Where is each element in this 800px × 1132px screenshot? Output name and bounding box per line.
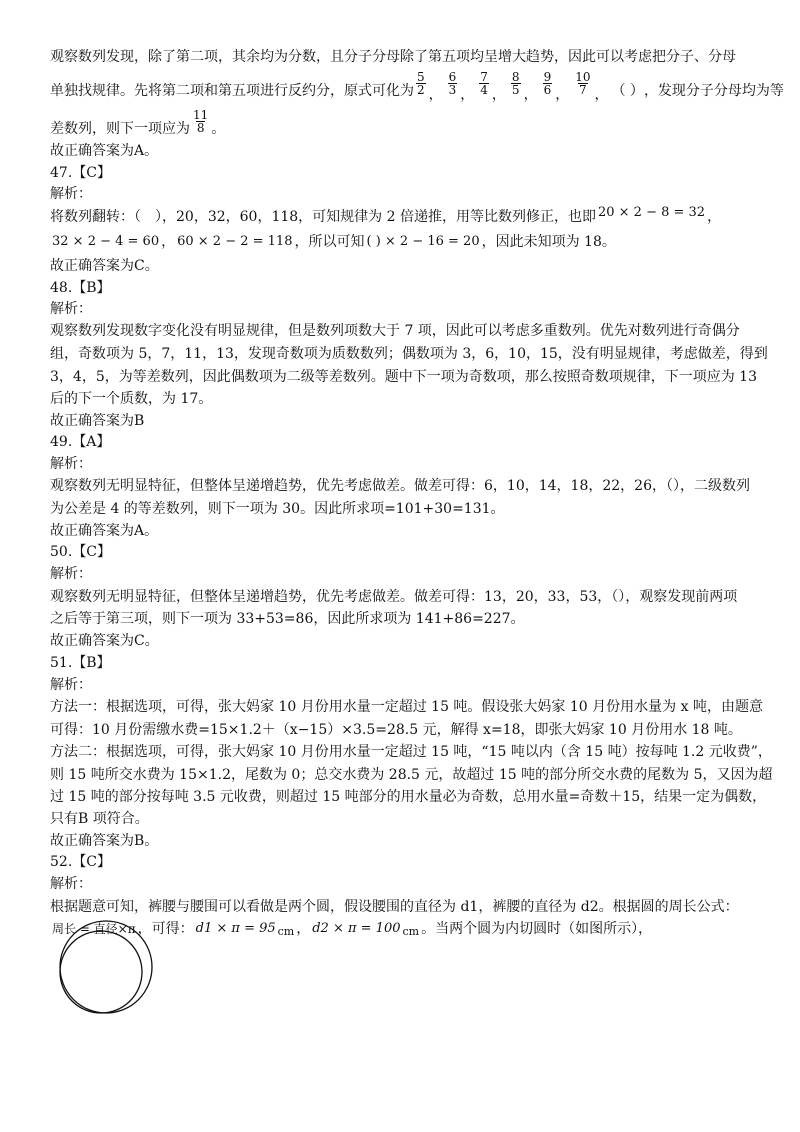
text-line: 可得：10 月份需缴水费=15×1.2＋（x−15）×3.5=28.5 元，解得 x=18，即张大妈家 10 月份用水 18 吨。	[50, 722, 742, 738]
text-line: 故正确答案为A。	[50, 143, 159, 159]
text-line: 方法一：根据选项，可得，张大妈家 10 月份用水量一定超过 15 吨。假设张大妈家 10 月份用水量为 x 吨，由题意	[50, 699, 763, 715]
text-line: 只有B 项符合。	[50, 811, 149, 827]
question-number: 47.【C】	[50, 165, 111, 181]
math-formula: 周长 = 直径×π	[52, 922, 136, 936]
question-number: 48.【B】	[50, 280, 111, 296]
text-line: 故正确答案为B	[50, 413, 145, 429]
analysis-label: 解析：	[50, 677, 92, 693]
text-segment: 。当两个圆为内切圆时（如图所示），	[421, 921, 653, 937]
question-number: 51.【B】	[50, 655, 111, 671]
outer-circle	[60, 921, 152, 1013]
text-line: 故正确答案为C。	[50, 633, 159, 649]
analysis-label: 解析：	[50, 456, 92, 472]
math-formula: d2 × π = 100	[312, 921, 401, 936]
text-line: 之后等于第三项，则下一项为 33+53=86，因此所求项为 141+86=227。	[50, 611, 525, 627]
text-line: 将数列翻转：（ ），20，32，60，118，可知规律为 2 倍递推，用等比数列修正，也即 20 × 2 − 8 = 32 ，	[50, 206, 721, 228]
text-line: 后的下一个质数，为 17。	[50, 391, 213, 407]
tangent-circles-figure	[55, 916, 165, 1026]
fraction: $\frac{9}{6}$	[543, 69, 552, 97]
text-line: 3，4，5，为等差数列，因此偶数项为二级等差数列。题中下一项为奇数项，那么按照奇数项规律，下一项应为 13	[50, 369, 757, 385]
text-segment: ，因此未知项为 18。	[481, 234, 616, 250]
text-line: 观察数列无明显特征，但整体呈递增趋势，优先考虑做差。做差可得：6，10，14，18，22，26，（），二级数列	[50, 478, 750, 494]
text-line: 过 15 吨的部分按每吨 3.5 元收费，则超过 15 吨部分的用水量必为奇数，总用水量=奇数＋15，结果一定为偶数，	[50, 789, 767, 805]
text-line: 组，奇数项为 5，7，11，13，发现奇数项为质数数列；偶数项为 3，6，10，15，没有明显规律，考虑做差，得到	[50, 346, 768, 362]
question-number: 49.【A】	[50, 434, 111, 450]
text-line: 则 15 吨所交水费为 15×1.2，尾数为 0；总交水费为 28.5 元，故超过 15 吨的部分所交水费的尾数为 5，又因为超	[50, 767, 773, 783]
fraction: $\frac{11}{8}$	[193, 107, 209, 135]
text-line: 方法二：根据选项，可得，张大妈家 10 月份用水量一定超过 15 吨，“15 吨以内（含 15 吨）按每吨 1.2 元收费”，	[50, 744, 772, 760]
math-formula: ( ) × 2 − 16 = 20	[366, 234, 480, 249]
blank-term: （ ）	[611, 83, 644, 99]
text-line: 观察数列发现数字变化没有明显规律，但是数列项数大于 7 项，因此可以考虑多重数列。优先对数列进行奇偶分	[50, 323, 740, 339]
text-line: 故正确答案为A。	[50, 523, 159, 539]
math-formula: d1 × π = 95	[195, 921, 276, 936]
text-line: 根据题意可知，裤腰与腰围可以看做是两个圆，假设腰围的直径为 d1，裤腰的直径为 d2。根据圆的周长公式：	[50, 899, 739, 915]
analysis-label: 解析：	[50, 566, 92, 582]
text-line: 单独找规律。先将第二项和第五项进行反约分，原式可化为 $\frac{5}{2}$ ， $\frac{6}{3}$ ， $\frac{7}{4}$ ， $\frac{8}{5}$ ， $\frac{9}{6}$ ， $\frac{10}{7}$ ， （ ） ，发现分子分母均为等	[50, 69, 784, 103]
math-formula: 60 × 2 − 2 = 118	[177, 234, 293, 249]
analysis-label: 解析：	[50, 301, 92, 317]
text-line: 观察数列无明显特征，但整体呈递增趋势，优先考虑做差。做差可得：13，20，33，53，（），观察发现前两项	[50, 589, 738, 605]
text-segment: 单独找规律。先将第二项和第五项进行反约分，原式可化为	[50, 83, 414, 99]
text-segment: 将数列翻转：（ ），20，32，60，118，可知规律为 2 倍递推，用等比数列修正，也即	[50, 209, 596, 225]
text-segment: 。	[211, 121, 226, 137]
text-line: 故正确答案为B。	[50, 833, 159, 849]
fraction: $\frac{8}{5}$	[511, 69, 520, 97]
fraction: $\frac{6}{3}$	[448, 69, 457, 97]
text-segment: ，所以可知	[294, 234, 365, 250]
question-number: 52.【C】	[50, 854, 111, 870]
text-line: 为公差是 4 的等差数列，则下一项为 30。因此所求项=101+30=131。	[50, 501, 505, 517]
fraction: $\frac{10}{7}$	[575, 69, 591, 97]
text-segment: ，可得：	[137, 921, 194, 937]
text-line: 32 × 2 − 4 = 60 ， 60 × 2 − 2 = 118 ，所以可知 ( ) × 2 − 16 = 20 ，因此未知项为 18。	[50, 231, 616, 253]
fraction: $\frac{7}{4}$	[480, 69, 488, 97]
text-segment: ，	[296, 921, 311, 937]
math-formula: 32 × 2 − 4 = 60	[52, 234, 160, 249]
text-line	[50, 107, 226, 140]
math-unit: cm	[402, 925, 420, 938]
inner-circle	[60, 931, 142, 1013]
math-unit: cm	[277, 925, 295, 938]
text-line: 观察数列发现，除了第二项，其余均为分数，且分子分母除了第五项均呈增大趋势，因此可以考虑把分子、分母	[50, 49, 736, 65]
fraction: $\frac{5}{2}$	[417, 69, 425, 97]
text-segment: 差数列，则下一项应为	[50, 121, 190, 137]
math-formula: 20 × 2 − 8 = 32	[597, 205, 706, 220]
analysis-label: 解析：	[50, 876, 92, 892]
analysis-label: 解析：	[50, 186, 92, 202]
text-line: 故正确答案为C。	[50, 258, 159, 274]
text-segment: ，发现分子分母均为等	[643, 83, 784, 99]
question-number: 50.【C】	[50, 544, 111, 560]
